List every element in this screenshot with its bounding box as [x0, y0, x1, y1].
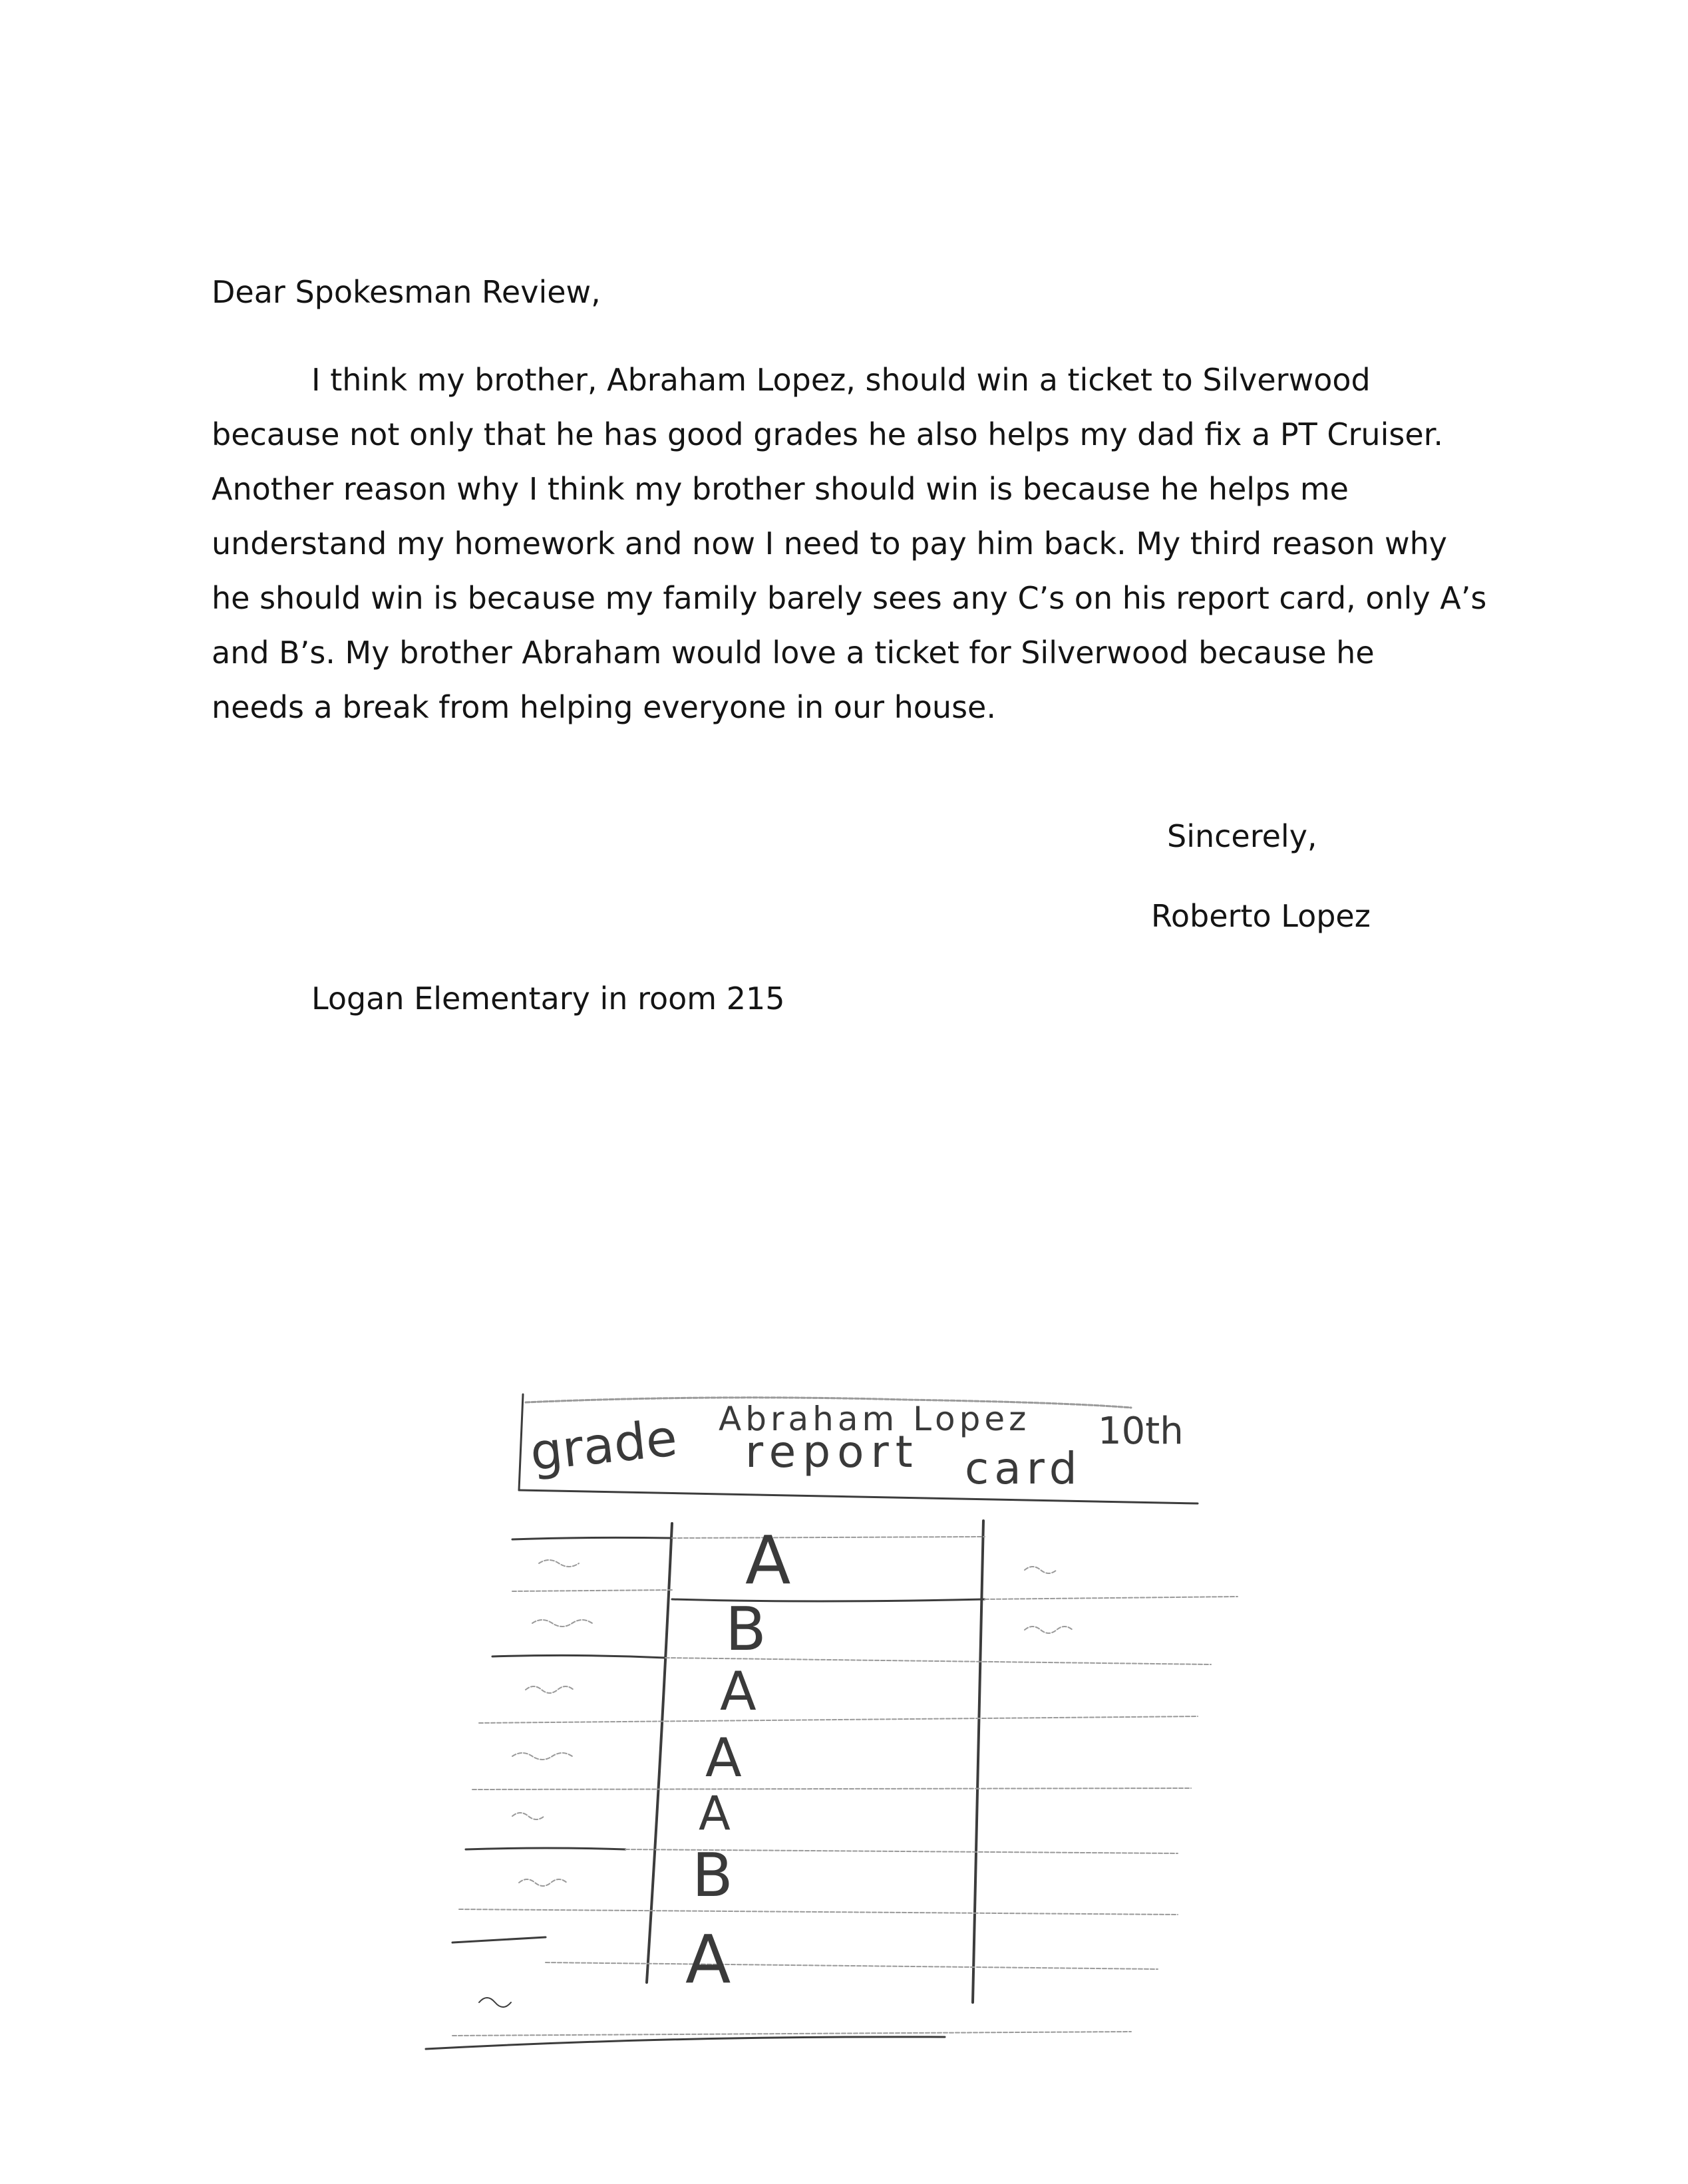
row-line [985, 1597, 1238, 1599]
row-line [512, 1537, 672, 1539]
row-line [459, 1909, 1178, 1915]
body-line: and B’s. My brother Abraham would love a ticket for Silverwood because he [212, 635, 1375, 671]
grade-letter: A [685, 1921, 731, 1998]
title-underline [519, 1490, 1198, 1503]
signature-name: Roberto Lopez [1151, 898, 1371, 934]
body-line: I think my brother, Abraham Lopez, should win a ticket to Silverwood [311, 362, 1371, 398]
title-student-name: Abraham Lopez [719, 1400, 1031, 1438]
column-divider-right [973, 1521, 983, 2002]
body-line: needs a break from helping everyone in our house. [212, 689, 996, 725]
body-line: he should win is because my family barely sees any C’s on his report card, only A’s [212, 580, 1487, 616]
column-divider-left [647, 1523, 672, 1982]
body-line: understand my homework and now I need to pay him back. My third reason why [212, 526, 1448, 561]
row-line [452, 1937, 546, 1943]
row-line [672, 1537, 985, 1538]
row-line [492, 1655, 665, 1658]
grade-letter: A [720, 1660, 757, 1722]
subject-scribble [539, 1560, 579, 1567]
report-card-drawing [413, 1370, 1264, 2089]
body-line: because not only that he has good grades he also helps my dad fix a PT Cruiser. [212, 416, 1443, 452]
report-card-sketch [413, 1370, 1264, 2089]
comment-scribble [1025, 1627, 1073, 1633]
title-grade-level: 10th [1098, 1410, 1184, 1453]
subject-scribble [526, 1686, 574, 1693]
bottom-line-faint [452, 2032, 1131, 2036]
title-word-card: card [965, 1443, 1083, 1494]
comment-scribble [1025, 1567, 1057, 1573]
school-room-line: Logan Elementary in room 215 [311, 981, 785, 1016]
subject-scribble [532, 1620, 592, 1627]
grade-letter: A [705, 1727, 742, 1789]
body-line: Another reason why I think my brother should win is because he helps me [212, 471, 1349, 507]
title-word-grade: grade [527, 1408, 680, 1482]
subject-scribble [519, 1879, 567, 1886]
row-line [479, 1716, 1198, 1723]
card-left-edge [519, 1394, 523, 1490]
grade-letter: B [692, 1841, 733, 1911]
row-line [672, 1599, 985, 1601]
subject-scribble [512, 1813, 544, 1819]
row-line [472, 1788, 1191, 1790]
closing: Sincerely, [1167, 818, 1317, 854]
salutation: Dear Spokesman Review, [212, 274, 601, 310]
grade-letter: A [699, 1786, 731, 1841]
subject-scribble [479, 1998, 511, 2007]
bottom-line [426, 2037, 945, 2049]
grade-letter: B [725, 1595, 766, 1664]
letter-body [212, 353, 1516, 734]
grade-letter: A [745, 1521, 791, 1599]
row-line [512, 1590, 672, 1591]
title-word-report: report [745, 1426, 920, 1478]
row-line [546, 1962, 1158, 1969]
subject-scribble [512, 1753, 572, 1760]
row-line [466, 1848, 625, 1849]
